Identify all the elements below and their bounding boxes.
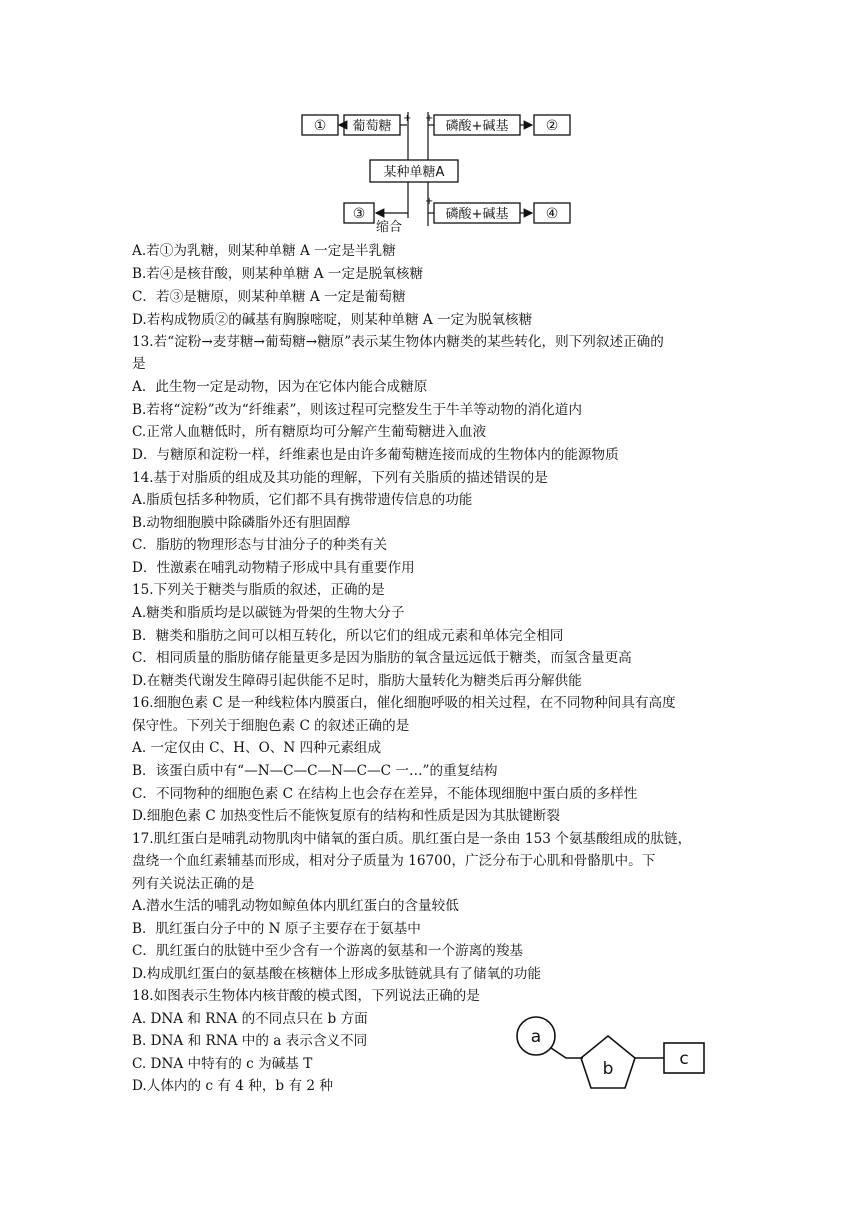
q13-option-d: D．与糖原和淀粉一样，纤维素也是由许多葡萄糖连接而成的生物体内的能源物质 [132, 447, 619, 463]
q18-option-c: C. DNA 中特有的 c 为碱基 T [132, 1056, 313, 1072]
label-a: a [530, 1027, 542, 1047]
q12-option-d: D.若构成物质②的碱基有胸腺嘧啶，则某种单糖 A 一定为脱氧核糖 [132, 312, 533, 328]
q16-option-a: A. 一定仅由 C、H、O、N 四种元素组成 [132, 740, 382, 756]
q16-option-b: B．该蛋白质中有“—N—C—C—N—C—C 一…”的重复结构 [132, 763, 498, 779]
q17-option-b: B．肌红蛋白分子中的 N 原子主要存在于氨基中 [132, 921, 421, 937]
q17-option-a: A.潜水生活的哺乳动物如鲸鱼体内肌红蛋白的含量较低 [132, 898, 459, 914]
glucose-label: 葡萄糖 [352, 119, 392, 134]
q14-option-b: B.动物细胞膜中除磷脂外还有胆固醇 [132, 515, 351, 531]
monosaccharide-a-label: 某种单糖A [383, 165, 445, 180]
pentose-pentagon-b [581, 1036, 635, 1088]
q14-option-c: C．脂肪的物理形态与甘油分子的种类有关 [132, 537, 388, 553]
label-b: b [602, 1059, 614, 1079]
box-2-label: ② [545, 118, 559, 134]
connector-a-b [551, 1048, 583, 1058]
q12-option-b: B.若④是核苷酸，则某种单糖 A 一定是脱氧核糖 [132, 266, 424, 282]
box-3-label: ③ [352, 206, 366, 222]
base-box-c [664, 1043, 704, 1073]
q12-option-a: A.若①为乳糖，则某种单糖 A 一定是半乳糖 [132, 243, 396, 259]
q15-option-d: D.在糖类代谢发生障碍引起供能不足时，脂肪大量转化为糖类后再分解供能 [132, 673, 582, 689]
plus-sign-top-left: + [403, 113, 412, 124]
box-1-label: ① [313, 118, 327, 134]
q12-option-c: C．若③是糖原，则某种单糖 A 一定是葡萄糖 [132, 289, 406, 305]
q15-option-a: A.糖类和脂质均是以碳链为骨架的生物大分子 [132, 605, 405, 621]
q17-option-d: D.构成肌红蛋白的氨基酸在核糖体上形成多肽链就具有了储氧的功能 [132, 966, 541, 982]
q14-option-a: A.脂质包括多种物质，它们都不具有携带遗传信息的功能 [132, 492, 473, 508]
box-4-label: ④ [545, 206, 559, 222]
q18-option-b: B. DNA 和 RNA 中的 a 表示含义不同 [132, 1033, 368, 1049]
q16-stem-cont: 保守性。下列关于细胞色素 C 的叙述正确的是 [132, 718, 410, 734]
monosaccharide-diagram [0, 0, 860, 240]
q17-stem-cont: 盘绕一个血红素辅基而形成，相对分子质量为 16700，广泛分布于心肌和骨骼肌中。下 [132, 853, 656, 869]
q17-stem-cont-2: 列有关说法正确的是 [132, 876, 255, 892]
q18-option-d: D.人体内的 c 有 4 种，b 有 2 种 [132, 1078, 333, 1094]
phosphate-base-bottom-label: 磷酸+碱基 [445, 207, 509, 222]
q13-option-b: B.若将“淀粉”改为“纤维素”，则该过程可完整发生于牛羊等动物的消化道内 [132, 402, 582, 418]
q15-stem: 15.下列关于糖类与脂质的叙述，正确的是 [132, 582, 385, 598]
condensation-label: 缩合 [376, 220, 403, 235]
q13-option-a: A．此生物一定是动物，因为在它体内能合成糖原 [132, 379, 428, 395]
q14-option-d: D．性激素在哺乳动物精子形成中具有重要作用 [132, 560, 415, 576]
q16-option-c: C．不同物种的细胞色素 C 在结构上也会存在差异，不能体现细胞中蛋白质的多样性 [132, 786, 638, 802]
q15-option-b: B．糖类和脂肪之间可以相互转化，所以它们的组成元素和单体完全相同 [132, 628, 564, 644]
q13-stem-cont: 是 [132, 356, 146, 372]
q14-stem: 14.基于对脂质的组成及其功能的理解，下列有关脂质的描述错误的是 [132, 470, 548, 486]
label-c: c [679, 1049, 689, 1069]
plus-sign-bottom: + [425, 196, 434, 207]
q17-stem: 17.肌红蛋白是哺乳动物肌肉中储氧的蛋白质。肌红蛋白是一条由 153 个氨基酸组成的肽链， [132, 831, 692, 847]
q17-option-c: C．肌红蛋白的肽链中至少含有一个游离的氨基和一个游离的羧基 [132, 943, 524, 959]
phosphate-circle-a [517, 1017, 555, 1055]
phosphate-base-top-label: 磷酸+碱基 [445, 119, 509, 134]
q18-stem: 18.如图表示生物体内核苷酸的模式图，下列说法正确的是 [132, 988, 480, 1004]
q18-option-a: A. DNA 和 RNA 的不同点只在 b 方面 [132, 1011, 368, 1027]
plus-sign-top-right: + [425, 113, 434, 124]
q13-stem: 13.若“淀粉→麦芽糖→葡萄糖→糖原”表示某生物体内糖类的某些转化，则下列叙述正确的 [132, 334, 664, 350]
q16-option-d: D.细胞色素 C 加热变性后不能恢复原有的结构和性质是因为其肽键断裂 [132, 808, 560, 824]
q16-stem: 16.细胞色素 C 是一种线粒体内膜蛋白，催化细胞呼吸的相关过程，在不同物种间具有高度 [132, 695, 676, 711]
q15-option-c: C．相同质量的脂肪储存能量更多是因为脂肪的氧含量远远低于糖类，而氢含量更高 [132, 650, 632, 666]
q13-option-c: C.正常人血糖低时，所有糖原均可分解产生葡萄糖进入血液 [132, 424, 487, 440]
